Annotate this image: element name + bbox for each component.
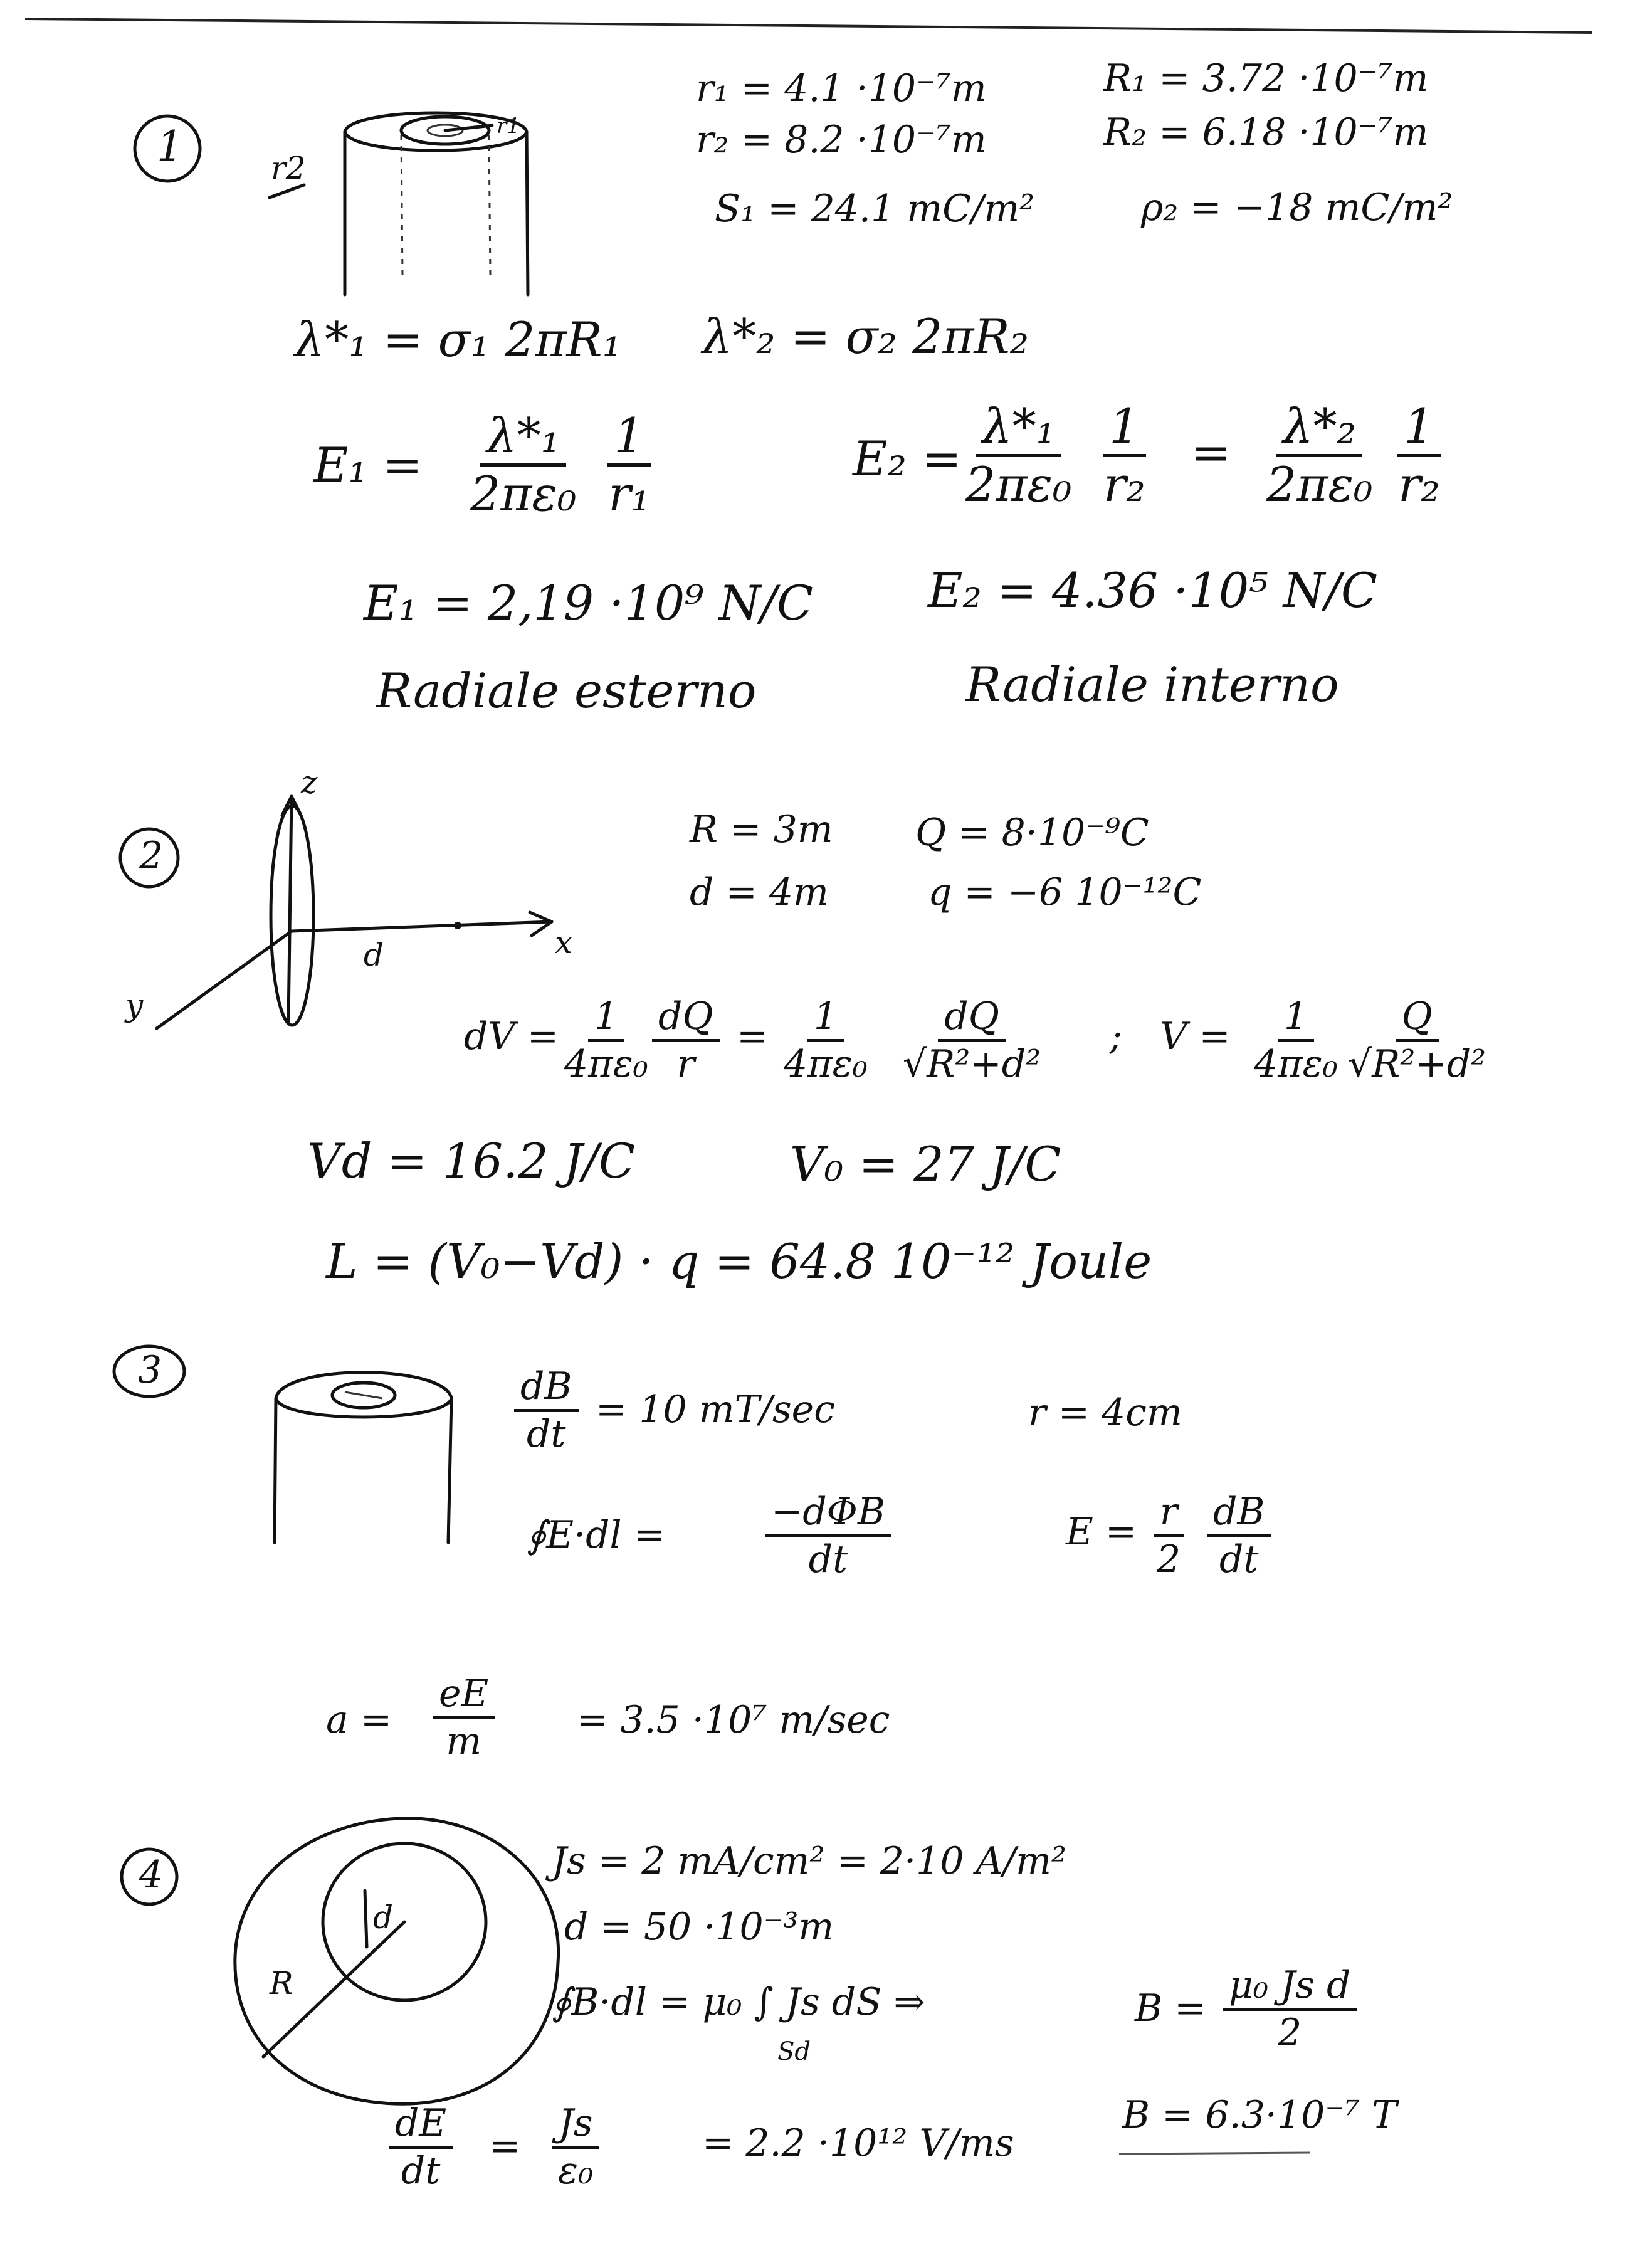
given-d: d = 50 ·10⁻³m: [564, 1905, 834, 1949]
E1-fraction-a-num: λ*₁: [480, 411, 566, 467]
E1-direction-note: Radiale esterno: [376, 663, 757, 719]
dEdt-fraction: [389, 2101, 453, 2193]
E1-fraction-a: [464, 408, 583, 522]
problem-1-number: 1: [157, 122, 183, 171]
E1-value: E₁ = 2,19 ·10⁹ N/C: [364, 575, 814, 631]
E-field-fraction-b: [1207, 1492, 1271, 1580]
dV-fraction-a-den: 4πε₀: [564, 1042, 648, 1086]
given-sigma1: S₁ = 24.1 mC/m²: [715, 187, 1035, 231]
E2-fraction-b-num: 1: [1103, 401, 1145, 457]
acceleration-fraction: [433, 1674, 495, 1761]
circulation-lhs: ∮E·dl =: [527, 1513, 666, 1557]
acceleration-lhs: a =: [326, 1698, 392, 1742]
V-separator: ;: [1110, 1015, 1123, 1058]
dEdt-fraction-num: dE: [389, 2104, 453, 2149]
dV-equals: =: [737, 1015, 769, 1058]
Vd-value: Vd = 16.2 J/C: [307, 1133, 636, 1189]
dV-lhs: dV =: [464, 1015, 559, 1058]
coaxial-cylinder-figure: [257, 88, 608, 314]
figure-label-r1: r1: [497, 113, 520, 139]
E2-fraction-d-den: r₂: [1398, 456, 1440, 512]
B-value: B = 6.3·10⁻⁷ T: [1122, 2093, 1397, 2137]
acceleration-fraction-den: m: [446, 1719, 482, 1763]
V-fraction-b-den: √R²+d²: [1348, 1042, 1486, 1086]
V-fraction-a-num: 1: [1278, 997, 1314, 1042]
given-R1: R₁ = 3.72 ·10⁻⁷m: [1103, 56, 1429, 100]
given-Js: Js = 2 mA/cm² = 2·10 A/m²: [552, 1839, 1067, 1883]
E1-fraction-b: [602, 408, 656, 522]
E1-fraction-a-den: 2πε₀: [470, 465, 577, 522]
axis-label-y: y: [125, 987, 144, 1023]
dV-fraction-a-num: 1: [588, 997, 624, 1042]
dV-fraction-c-den: 4πε₀: [784, 1042, 868, 1086]
circulation-fraction-den: dt: [808, 1537, 848, 1581]
E2-fraction-a: [959, 398, 1078, 512]
E2-equals: =: [1191, 425, 1231, 480]
dV-fraction-d: [897, 994, 1047, 1086]
figure-label-R: R: [270, 1965, 293, 2002]
E-field-lhs: E =: [1066, 1510, 1137, 1554]
B-fraction: [1223, 1963, 1357, 2055]
dEdt-value: = 2.2 ·10¹² V/ms: [702, 2121, 1014, 2165]
B-fraction-num: μ₀ Js d: [1223, 1966, 1357, 2011]
E2-fraction-c-den: 2πε₀: [1266, 456, 1373, 512]
given-r: r = 4cm: [1028, 1391, 1182, 1435]
E2-fraction-a-num: λ*₁: [976, 401, 1061, 457]
figure-label-r2: r2: [271, 150, 306, 186]
E2-fraction-d-num: 1: [1397, 401, 1440, 457]
V-fraction-a: [1248, 994, 1344, 1086]
figure-label-d: d: [364, 937, 384, 973]
dV-fraction-a: [558, 994, 655, 1086]
E2-fraction-a-den: 2πε₀: [965, 456, 1072, 512]
V-fraction-a-den: 4πε₀: [1254, 1042, 1338, 1086]
V-fraction-b-num: Q: [1396, 997, 1439, 1042]
E2-lhs: E₂ =: [853, 431, 962, 487]
E-field-fraction-a-num: r: [1154, 1492, 1184, 1537]
given-Q: Q = 8·10⁻⁹C: [915, 811, 1149, 855]
E-field-fraction-a: [1150, 1492, 1187, 1580]
given-d: d = 4m: [690, 870, 829, 914]
E2-direction-note: Radiale interno: [965, 657, 1339, 712]
cylindrical-conductor-figure: [226, 1806, 577, 2119]
given-q: q = −6 10⁻¹²C: [928, 870, 1202, 914]
given-sigma2: ρ₂ = −18 mC/m²: [1141, 186, 1453, 229]
E-field-fraction-b-den: dt: [1219, 1537, 1259, 1581]
ampere-law: ∮B·dl = μ₀ ∫ Js dS ⇒: [552, 1980, 925, 2024]
dV-fraction-d-den: √R²+d²: [903, 1042, 1041, 1086]
V0-value: V₀ = 27 J/C: [790, 1136, 1061, 1192]
dEdt-equals: =: [489, 2124, 521, 2168]
E2-value: E₂ = 4.36 ·10⁵ N/C: [928, 562, 1378, 618]
dEdt-ratio-den: ε₀: [558, 2149, 594, 2193]
dV-fraction-c: [777, 994, 874, 1086]
B-lhs: B =: [1135, 1986, 1206, 2030]
ampere-law-subscript: Sd: [777, 2037, 811, 2066]
E2-fraction-c: [1260, 398, 1379, 512]
E1-lhs: E₁ =: [313, 437, 423, 493]
figure-label-d: d: [373, 1899, 394, 1936]
dBdt-fraction-num: dB: [514, 1367, 579, 1412]
given-r2: r₂ = 8.2 ·10⁻⁷m: [696, 118, 987, 162]
work-formula: L = (V₀−Vd) · q = 64.8 10⁻¹² Joule: [326, 1233, 1152, 1289]
dV-fraction-b-num: dQ: [652, 997, 720, 1042]
dBdt-value: = 10 mT/sec: [596, 1388, 835, 1432]
acceleration-value: = 3.5 ·10⁷ m/sec: [577, 1698, 890, 1742]
V-lhs: V =: [1160, 1015, 1231, 1058]
lambda1-formula: λ*₁ = σ₁ 2πR₁: [295, 312, 622, 367]
V-fraction-b: [1342, 994, 1492, 1086]
dV-fraction-b-den: r: [676, 1042, 695, 1086]
given-R: R = 3m: [690, 808, 833, 852]
B-value-underline: [1116, 2148, 1317, 2160]
axis-label-z: z: [301, 771, 318, 801]
E2-fraction-b-den: r₂: [1103, 456, 1145, 512]
E-field-fraction-b-num: dB: [1207, 1492, 1271, 1537]
top-rule: [0, 0, 1625, 38]
problem-2-number: 2: [139, 834, 164, 878]
problem-4-number: 4: [139, 1853, 164, 1897]
acceleration-fraction-num: eE: [433, 1674, 495, 1719]
dEdt-ratio-num: Js: [552, 2104, 599, 2149]
dV-fraction-c-num: 1: [807, 997, 844, 1042]
dV-fraction-b: [652, 994, 720, 1086]
B-fraction-den: 2: [1278, 2011, 1302, 2055]
E2-fraction-b: [1097, 398, 1152, 512]
dBdt-fraction-den: dt: [526, 1412, 566, 1456]
given-R2: R₂ = 6.18 ·10⁻⁷m: [1103, 110, 1429, 154]
circulation-fraction-num: −dΦB: [765, 1492, 891, 1537]
dBdt-fraction: [514, 1364, 579, 1456]
solenoid-cylinder-figure: [257, 1348, 470, 1555]
lambda2-formula: λ*₂ = σ₂ 2πR₂: [702, 309, 1029, 364]
dEdt-ratio: [552, 2101, 599, 2193]
axis-label-x: x: [555, 924, 573, 961]
given-r1: r₁ = 4.1 ·10⁻⁷m: [696, 66, 987, 110]
dV-fraction-d-num: dQ: [938, 997, 1006, 1042]
E2-fraction-d: [1392, 398, 1446, 512]
dEdt-fraction-den: dt: [401, 2149, 441, 2193]
E2-fraction-c-num: λ*₂: [1276, 401, 1362, 457]
ring-axis-figure: [113, 771, 602, 1041]
E1-fraction-b-den: r₁: [608, 465, 650, 522]
problem-3-number: 3: [138, 1348, 162, 1392]
E1-fraction-b-num: 1: [607, 411, 650, 467]
E-field-fraction-a-den: 2: [1157, 1537, 1181, 1581]
circulation-fraction: [765, 1492, 891, 1580]
